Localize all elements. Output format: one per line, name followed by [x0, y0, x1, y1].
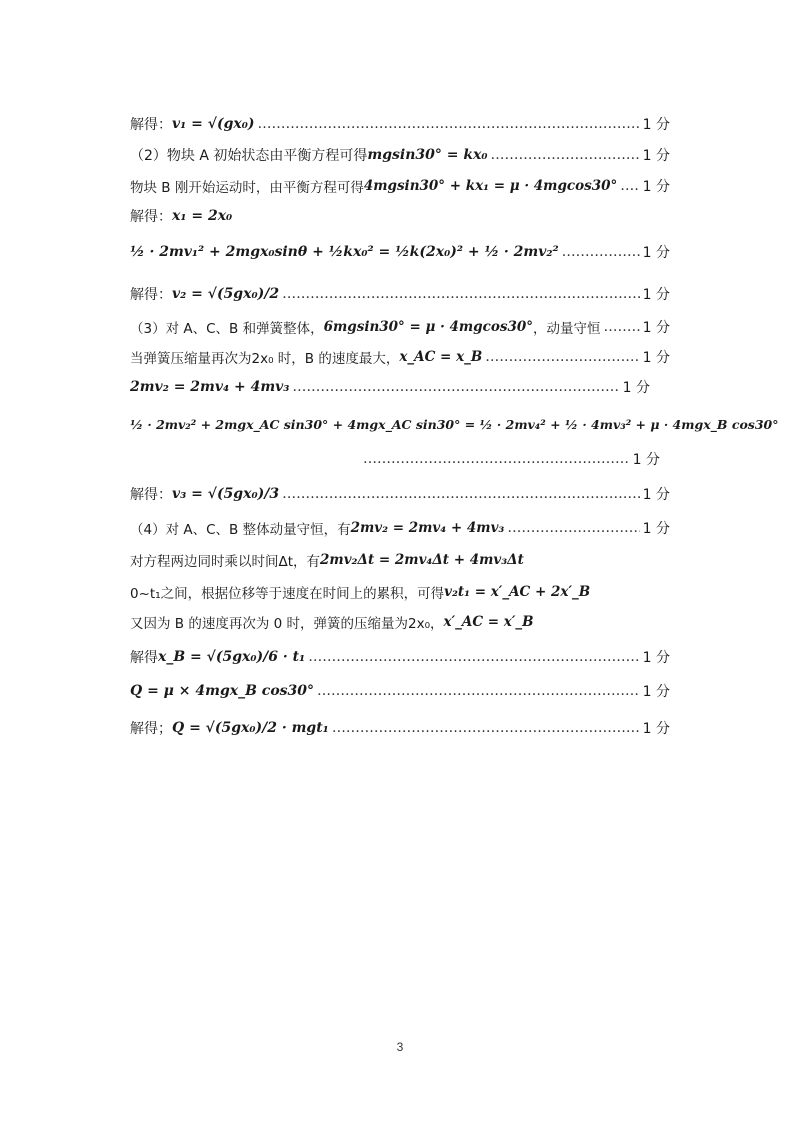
line-x1	[130, 204, 670, 228]
line-math: v₂ = √(5gx₀)/2	[172, 286, 280, 302]
line-math: mgsin30° = kx₀	[367, 147, 488, 163]
line-text: （4）对 A、C、B 整体动量守恒，有	[130, 522, 351, 538]
leader-dots	[491, 147, 640, 163]
line-part3-b	[130, 345, 670, 369]
line-part3-a	[130, 315, 670, 339]
leader-dots	[332, 720, 640, 736]
line-q-formula	[130, 679, 670, 703]
leader-dots	[620, 178, 639, 194]
line-v3	[130, 482, 670, 506]
line-v2	[130, 282, 670, 306]
line-part4-c	[130, 580, 670, 604]
line-text: 0~t₁之间，根据位移等于速度在时间上的累积，可得	[130, 586, 445, 602]
leader-dots	[282, 286, 640, 302]
line-text: 解得：	[130, 487, 172, 503]
line-energy-1	[130, 240, 670, 264]
line-math: v₁ = √(gx₀)	[172, 116, 255, 132]
line-math: v₂t₁ = x′_AC + 2x′_B	[444, 584, 591, 600]
leader-dots	[603, 319, 639, 335]
line-part2-b	[130, 174, 670, 198]
line-text: （2）物块 A 初始状态由平衡方程可得	[130, 148, 368, 164]
line-math: x′_AC = x′_B	[443, 614, 534, 630]
leader-dots	[292, 379, 619, 395]
line-math: Q = √(5gx₀)/2 · mgt₁	[172, 720, 329, 736]
line-score: 1 分	[642, 721, 670, 737]
line-part4-a	[130, 516, 670, 540]
line-math: 6mgsin30° = μ · 4mgcos30°	[323, 319, 533, 335]
line-q-result	[130, 716, 670, 740]
leader-dots	[562, 244, 640, 260]
leader-dots	[507, 520, 639, 536]
line-math: Q = μ × 4mgx_B cos30°	[130, 683, 315, 699]
line-math: 4mgsin30° + kx₁ = μ · 4mgcos30°	[363, 178, 618, 194]
leader-dots	[257, 116, 639, 132]
line-xb	[130, 645, 670, 669]
line-score: 1 分	[622, 380, 650, 396]
line-text: （3）对 A、C、B 和弹簧整体，	[130, 321, 324, 337]
line-score: 1 分	[642, 245, 670, 261]
leader-dots	[363, 451, 630, 467]
line-momentum-1	[130, 375, 650, 399]
leader-dots	[317, 683, 640, 699]
line-text: 解得：	[130, 287, 172, 303]
line-score: 1 分	[642, 117, 670, 133]
line-score: 1 分	[632, 452, 660, 468]
line-text: 又因为 B 的速度再次为 0 时，弹簧的压缩量为2x₀，	[130, 616, 444, 632]
line-text: 解得：	[130, 209, 172, 225]
line-text: 解得；	[130, 721, 172, 737]
line-text: 解得	[130, 650, 158, 666]
line-score: 1 分	[642, 487, 670, 503]
line-math: 2mv₂Δt = 2mv₄Δt + 4mv₃Δt	[320, 552, 524, 568]
line-part4-d	[130, 610, 670, 634]
line-score: 1 分	[642, 521, 670, 537]
line-math: 2mv₂ = 2mv₄ + 4mv₃	[130, 379, 290, 395]
line-score: 1 分	[642, 650, 670, 666]
line-energy-2-score	[360, 447, 660, 471]
line-score: 1 分	[642, 350, 670, 366]
line-score: 1 分	[642, 320, 670, 336]
line-score: 1 分	[642, 287, 670, 303]
line-math: x₁ = 2x₀	[172, 208, 233, 224]
line-score: 1 分	[642, 148, 670, 164]
line-score: 1 分	[642, 684, 670, 700]
leader-dots	[282, 486, 640, 502]
line-math: x_AC = x_B	[399, 349, 483, 365]
line-part4-b	[130, 548, 670, 572]
line-text: 物块 B 刚开始运动时，由平衡方程可得	[130, 180, 364, 196]
line-math: 2mv₂ = 2mv₄ + 4mv₃	[350, 520, 505, 536]
page-number: 3	[396, 1040, 404, 1054]
line-text: 对方程两边同时乘以时间Δt，有	[130, 554, 321, 570]
line-part2-a	[130, 143, 670, 167]
line-v1	[130, 112, 670, 136]
line-text: 当弹簧压缩量再次为2x₀ 时，B 的速度最大，	[130, 351, 400, 367]
line-energy-2	[130, 412, 779, 436]
line-score: 1 分	[642, 179, 670, 195]
line-math: v₃ = √(5gx₀)/3	[172, 486, 280, 502]
leader-dots	[485, 349, 639, 365]
line-math: ½ · 2mv₂² + 2mgx_AC sin30° + 4mgx_AC sin30° = ½ · 2mv₄² + ½ · 4mv₃² + μ · 4mgx_B cos30°	[130, 416, 779, 432]
line-text-tail: ，动量守恒	[532, 321, 601, 337]
line-math: x_B = √(5gx₀)/6 · t₁	[158, 649, 306, 665]
line-math: ½ · 2mv₁² + 2mgx₀sinθ + ½kx₀² = ½k(2x₀)² + ½ · 2mv₂²	[130, 244, 559, 260]
line-text: 解得：	[130, 117, 172, 133]
leader-dots	[308, 649, 639, 665]
